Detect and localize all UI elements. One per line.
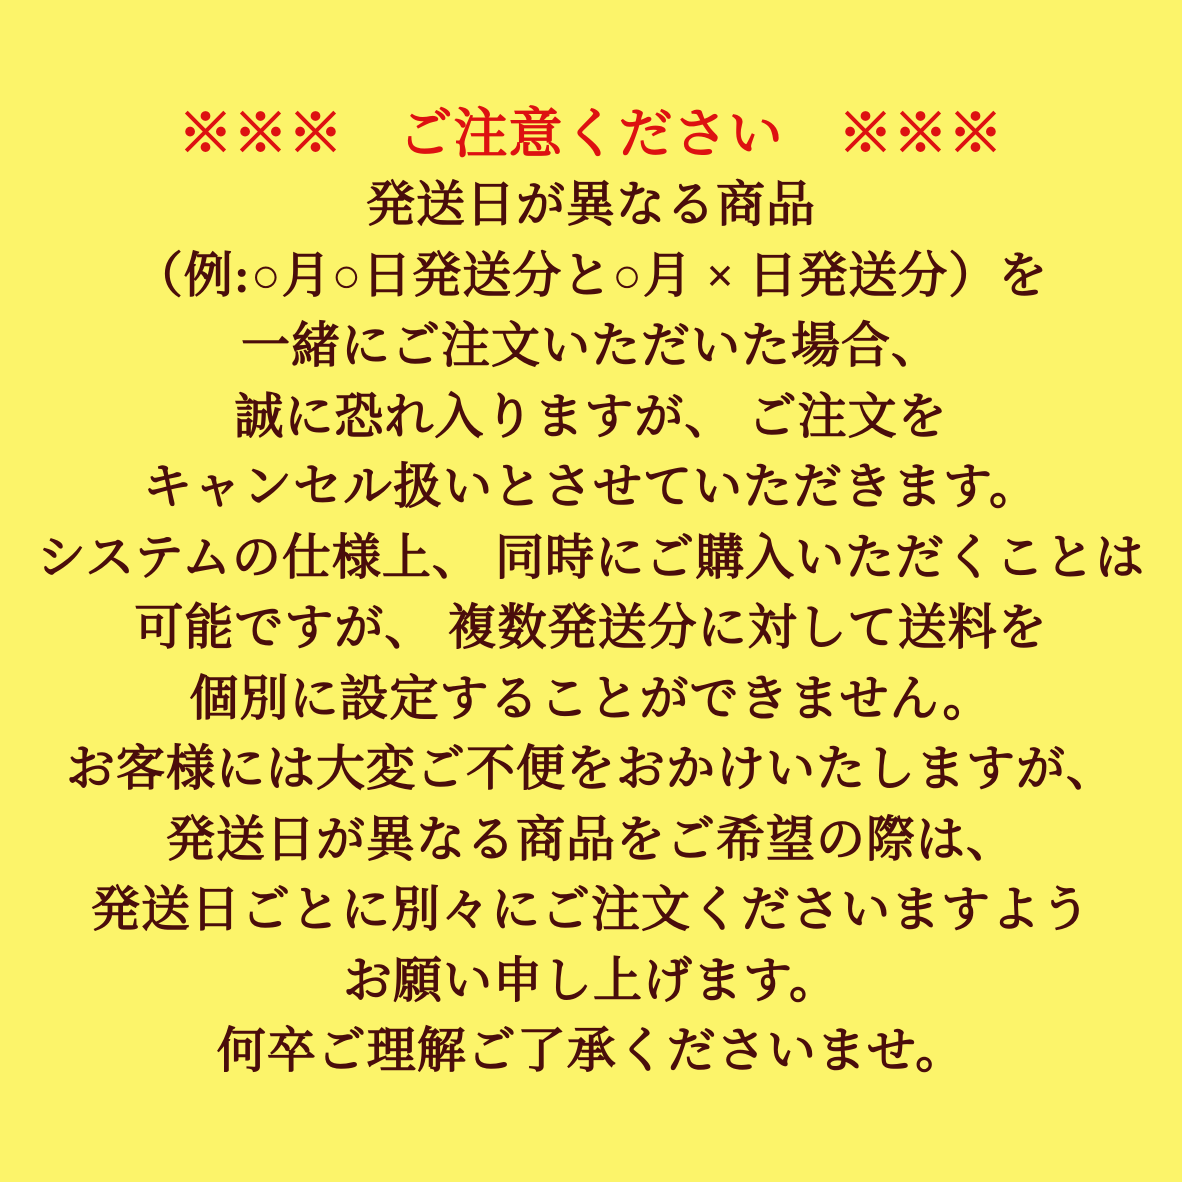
notice-line: 誠に恐れ入りますが、 ご注文を bbox=[234, 388, 948, 444]
notice-line: お客様には大変ご不便をおかけいたしますが、 bbox=[65, 741, 1116, 796]
notice-line: 発送日が異なる商品をご希望の際は、 bbox=[165, 811, 1016, 867]
notice-line: キャンセル扱いとさせていただきます。 bbox=[142, 459, 1040, 514]
notice-line: システムの仕様上、 同時にご購入いただくことは bbox=[36, 529, 1146, 585]
notice-line: 発送日ごとに別々にご注文くださいますよう bbox=[90, 882, 1091, 937]
notice-title: ※※※ ご注意ください ※※※ bbox=[178, 104, 1004, 164]
notice-line: （例:○月○日発送分と○月 × 日発送分）を bbox=[133, 247, 1049, 303]
notice-line: 可能ですが、 複数発送分に対して送料を bbox=[134, 600, 1048, 655]
notice-line: 発送日が異なる商品 bbox=[365, 177, 816, 232]
notice-line: 何卒ご理解ご了承くださいませ。 bbox=[216, 1023, 966, 1078]
notice-line: 一緒にご注文いただいた場合、 bbox=[240, 318, 941, 373]
notice-line: 個別に設定することができません。 bbox=[189, 670, 993, 726]
notice-line: お願い申し上げます。 bbox=[342, 952, 840, 1008]
